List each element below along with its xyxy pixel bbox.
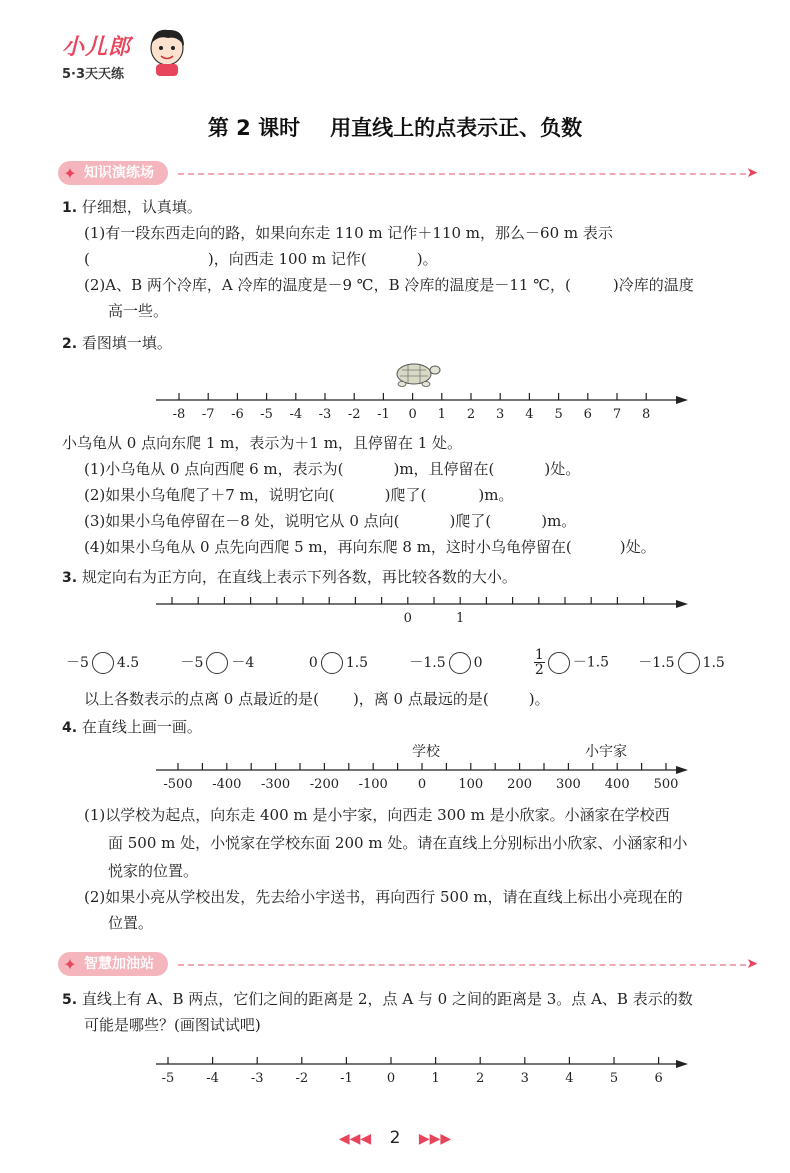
question-1-title <box>62 194 762 221</box>
tick-label: -4 <box>206 1071 219 1086</box>
compare-circle[interactable] <box>92 652 114 674</box>
question-text: 在直线上画一画。 <box>81 718 202 736</box>
q2-sub2 <box>84 482 764 508</box>
tick-label: 6 <box>583 407 592 422</box>
tick-label: 4 <box>565 1071 574 1086</box>
cmp-right: －1.5 <box>572 654 609 671</box>
tick-label: 400 <box>604 777 630 792</box>
tick-label: -500 <box>163 777 193 792</box>
tick-label: -2 <box>347 407 361 422</box>
mascot-boy-icon <box>144 26 190 78</box>
tick-label: -3 <box>318 407 332 422</box>
section-pill <box>58 952 168 976</box>
q4-part1-line2: 面 500 m 处，小悦家在学校东面 200 m 处。请在直线上分别标出小欣家、小涵家和小 <box>108 834 688 852</box>
compare-circle[interactable] <box>678 652 700 674</box>
axis <box>156 1057 688 1086</box>
section-label: 知识演练场 <box>84 165 154 181</box>
q1-text: )。 <box>416 250 438 268</box>
q2-text: )爬了( <box>449 512 492 530</box>
question-4-title <box>62 714 762 741</box>
axis <box>156 597 688 626</box>
tick-label: -200 <box>309 777 340 792</box>
tick-label: 3 <box>496 407 505 422</box>
fraction-denominator: 2 <box>534 662 544 678</box>
comparison-item <box>534 648 634 677</box>
comparison-item <box>409 652 529 674</box>
q4-part1-line3: 悦家的位置。 <box>108 862 199 880</box>
question-text: 直线上有 A、B 两点，它们之间的距离是 2，点 A 与 0 之间的距离是 3。点 A、B 表示的数 <box>81 990 693 1008</box>
arrow-right-icon: ➤ <box>746 165 758 181</box>
question-text: 仔细想，认真填。 <box>81 198 202 216</box>
prev-arrows-icon: ◀◀◀ <box>338 1131 372 1147</box>
tick-label: 200 <box>507 777 533 792</box>
question-text: 规定向右为正方向，在直线上表示下列各数，再比较各数的大小。 <box>81 568 517 586</box>
page-number: 2 <box>389 1128 401 1148</box>
question-number: 2. <box>62 336 78 352</box>
turtle-icon <box>397 364 440 387</box>
tick-label: 0 <box>408 407 417 422</box>
q2-text: )爬了( <box>384 486 427 504</box>
tick-label: -100 <box>358 777 388 792</box>
brand-title: 小儿郎 <box>62 35 132 60</box>
comparison-item <box>66 652 176 674</box>
fraction-numerator: 1 <box>534 647 544 663</box>
tick-label: 8 <box>642 407 651 422</box>
tick-label: 7 <box>612 407 622 422</box>
tick-label: 1 <box>456 611 465 626</box>
star-icon: ✦ <box>63 955 77 974</box>
section-header-challenge <box>58 952 758 978</box>
q4-part2-line1: (2)如果小亮从学校出发，先去给小宇送书，再向西行 500 m，请在直线上标出小亮现在的 <box>84 888 683 906</box>
q1-text: ，向西走 100 m 记作( <box>213 250 367 268</box>
compare-circle[interactable] <box>321 652 343 674</box>
q2-text: )m。 <box>478 486 514 504</box>
q1-text: (2)A、B 两个冷库，A 冷库的温度是－9 ℃，B 冷库的温度是－11 ℃，( <box>84 276 571 294</box>
q2-sub3 <box>84 508 764 534</box>
compare-circle[interactable] <box>548 652 570 674</box>
tick-label: 500 <box>653 777 679 792</box>
compare-circle[interactable] <box>206 652 228 674</box>
label-xiaoyu-home: 小宇家 <box>585 744 627 760</box>
question-number: 1. <box>62 200 78 216</box>
tick-label: 5 <box>609 1071 619 1086</box>
q2-text: )处。 <box>619 538 656 556</box>
q1-part2-line1 <box>84 272 764 298</box>
tick-label: 1 <box>437 407 446 422</box>
question-number: 3. <box>62 570 78 586</box>
q3-text: 以上各数表示的点离 0 点最近的是( <box>84 690 319 708</box>
lesson-number: 第 2 课时 <box>207 116 301 140</box>
q1-part1-line2: ( )，向西走 100 m 记作( )。 <box>84 250 438 268</box>
number-line-q4 <box>150 738 695 800</box>
number-line-q5 <box>150 1048 695 1094</box>
section-divider <box>178 173 746 175</box>
compare-circle[interactable] <box>449 652 471 674</box>
tick-label: 1 <box>431 1071 440 1086</box>
question-number: 5. <box>62 992 78 1008</box>
section-header-practice <box>58 161 758 187</box>
axis-arrow-icon <box>676 396 688 404</box>
q3-text: )。 <box>528 690 550 708</box>
cmp-right: 1.5 <box>702 654 725 671</box>
tick-label: -4 <box>289 407 303 422</box>
tick-label: -8 <box>172 407 186 422</box>
number-line-q3 <box>150 592 695 632</box>
comparison-item <box>309 652 405 674</box>
tick-label: 300 <box>555 777 581 792</box>
axis <box>156 763 688 792</box>
section-divider <box>178 964 746 966</box>
page-footer <box>0 1128 790 1148</box>
q1-part2-line2: 高一些。 <box>108 302 169 320</box>
section-label: 智慧加油站 <box>84 956 154 972</box>
q4-part1-line1: (1)以学校为起点，向东走 400 m 是小宇家，向西走 300 m 是小欣家。小涵家在学校西 <box>84 806 670 824</box>
q2-text: )m。 <box>541 512 577 530</box>
q1-part1-line1: (1)有一段东西走向的路，如果向东走 110 m 记作＋110 m，那么－60 m 表示 <box>84 224 613 242</box>
cmp-right: 1.5 <box>345 654 369 671</box>
q2-text: )m，且停留在( <box>393 460 495 478</box>
lesson-title <box>0 112 790 142</box>
cmp-left: 0 <box>308 654 318 671</box>
tick-label: -2 <box>295 1071 309 1086</box>
section-pill <box>58 161 168 185</box>
brand-logo <box>62 30 131 82</box>
tick-label: -7 <box>201 407 215 422</box>
q2-sub4 <box>84 534 764 560</box>
tick-label: -5 <box>161 1071 175 1086</box>
comparison-row <box>66 648 766 677</box>
tick-label: 4 <box>525 407 534 422</box>
cmp-left: －5 <box>66 654 89 671</box>
q3-summary <box>84 686 784 712</box>
tick-label: -1 <box>377 407 390 422</box>
tick-label: 2 <box>476 1071 485 1086</box>
cmp-right: 0 <box>473 654 483 671</box>
tick-label: -6 <box>231 407 244 422</box>
next-arrows-icon: ▶▶▶ <box>418 1131 452 1147</box>
comparison-item <box>638 652 725 674</box>
tick-label: -5 <box>260 407 273 422</box>
tick-label: 0 <box>386 1071 396 1086</box>
tick-label: 100 <box>458 777 484 792</box>
q2-sub1 <box>84 456 764 482</box>
tick-label: 3 <box>520 1071 529 1086</box>
tick-label: -3 <box>250 1071 264 1086</box>
cmp-left: －1.5 <box>409 654 446 671</box>
cmp-right: －4 <box>231 654 255 671</box>
tick-label: 0 <box>417 777 427 792</box>
comparison-item <box>180 652 304 674</box>
tick-label: 2 <box>466 407 476 422</box>
tick-label: 0 <box>403 611 412 626</box>
tick-label: -300 <box>260 777 291 792</box>
q1-text: )冷库的温度 <box>612 276 694 294</box>
q2-intro: 小乌龟从 0 点向东爬 1 m，表示为＋1 m，且停留在 1 处。 <box>62 434 462 452</box>
q3-text: )，离 0 点最远的是( <box>352 690 489 708</box>
question-2-title <box>62 330 762 357</box>
tick-label: -1 <box>340 1071 353 1086</box>
question-number: 4. <box>62 720 78 736</box>
question-text: 看图填一填。 <box>81 334 172 352</box>
cmp-right: 4.5 <box>116 654 140 671</box>
axis-arrow-icon <box>676 1060 688 1068</box>
tick-label: -400 <box>212 777 242 792</box>
question-5-line1 <box>62 986 762 1013</box>
q2-text: (2)如果小乌龟爬了＋7 m，说明它向( <box>84 486 335 504</box>
tick-label: 5 <box>554 407 563 422</box>
star-icon: ✦ <box>63 164 77 183</box>
axis-arrow-icon <box>676 766 688 774</box>
label-school: 学校 <box>412 744 440 760</box>
lesson-topic: 用直线上的点表示正、负数 <box>330 116 583 140</box>
axis <box>156 393 688 422</box>
question-3-title <box>62 564 762 591</box>
q2-text: (4)如果小乌龟从 0 点先向西爬 5 m，再向东爬 8 m，这时小乌龟停留在( <box>84 538 572 556</box>
cmp-left: －1.5 <box>638 654 675 671</box>
q2-text: )处。 <box>544 460 581 478</box>
q2-text: (3)如果小乌龟停留在－8 处，说明它从 0 点向( <box>84 512 400 530</box>
tick-label: 6 <box>654 1071 663 1086</box>
arrow-right-icon: ➤ <box>746 956 758 972</box>
fraction <box>534 648 545 677</box>
cmp-left: －5 <box>180 654 204 671</box>
axis-arrow-icon <box>676 600 688 608</box>
number-line-q2 <box>150 356 690 426</box>
brand-subtitle: 5·3天天练 <box>62 67 125 82</box>
question-5-line2: 可能是哪些？(画图试试吧) <box>84 1016 261 1034</box>
q2-text: (1)小乌龟从 0 点向西爬 6 m，表示为( <box>84 460 344 478</box>
q4-part2-line2: 位置。 <box>108 914 154 932</box>
